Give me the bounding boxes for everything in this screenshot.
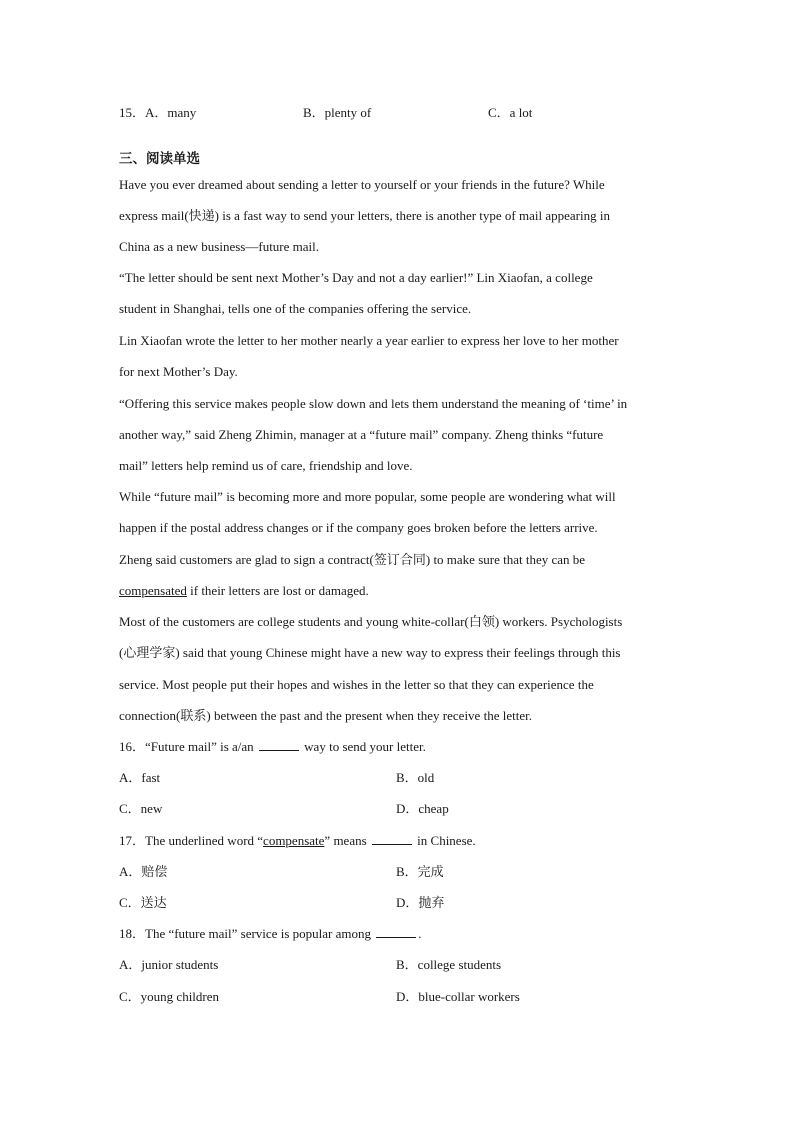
q18-option-b: B．college students — [396, 957, 502, 972]
passage-line-rest: if their letters are lost or damaged. — [186, 583, 369, 598]
q17-option-c: C．送达 — [119, 895, 167, 910]
q16-option-a: A．fast — [119, 770, 161, 785]
answer-blank — [259, 739, 299, 751]
answer-blank — [372, 833, 412, 845]
section-title: 三、阅读单选 — [119, 151, 200, 167]
q17-option-a: A．赔偿 — [119, 864, 168, 879]
passage-line: student in Shanghai, tells one of the companies offering the service. — [119, 301, 472, 316]
q15-option-c: C．a lot — [488, 105, 533, 120]
q18-option-c: C．young children — [119, 989, 220, 1004]
question-17-stem: 17．The underlined word “compensate” means in Chinese. — [119, 833, 476, 848]
q15-option-a: 15．A．many — [119, 105, 197, 120]
passage-line: “The letter should be sent next Mother’s Day and not a day earlier!” Lin Xiaofan, a college — [119, 270, 593, 285]
answer-blank — [376, 926, 416, 938]
q16-option-b: B．old — [396, 770, 435, 785]
passage-line: Have you ever dreamed about sending a letter to yourself or your friends in the future? While — [119, 177, 605, 192]
q15-option-b: B．plenty of — [303, 105, 372, 120]
passage-line: another way,” said Zheng Zhimin, manager at a “future mail” company. Zheng thinks “future — [119, 427, 604, 442]
passage-line: for next Mother’s Day. — [119, 364, 238, 379]
passage-line: service. Most people put their hopes and wishes in the letter so that they can experience the — [119, 677, 594, 692]
question-18-stem: 18．The “future mail” service is popular among . — [119, 926, 422, 941]
passage-line: China as a new business—future mail. — [119, 239, 320, 254]
passage-line — [119, 583, 369, 599]
passage-line: happen if the postal address changes or if the company goes broken before the letters arrive. — [119, 520, 598, 535]
q17-option-b: B．完成 — [396, 864, 444, 879]
q18-option-a: A．junior students — [119, 957, 219, 972]
q16-option-c: C．new — [119, 801, 163, 816]
q17-option-d: D．抛弃 — [396, 895, 445, 910]
passage-line: Lin Xiaofan wrote the letter to her mother nearly a year earlier to express her love to her mother — [119, 333, 619, 348]
passage-line: While “future mail” is becoming more and more popular, some people are wondering what will — [119, 489, 616, 504]
passage-line: (心理学家) said that young Chinese might have a new way to express their feelings through this — [119, 645, 621, 660]
passage-line: “Offering this service makes people slow down and lets them understand the meaning of ‘time’ in — [119, 396, 628, 411]
passage-line: express mail(快递) is a fast way to send your letters, there is another type of mail appearing in — [119, 208, 610, 223]
passage-line: connection(联系) between the past and the present when they receive the letter. — [119, 708, 532, 723]
underlined-word: compensate — [263, 833, 325, 848]
passage-line: mail” letters help remind us of care, friendship and love. — [119, 458, 413, 473]
passage-line: Zheng said customers are glad to sign a contract(签订合同) to make sure that they can be — [119, 552, 586, 567]
q16-option-d: D．cheap — [396, 801, 449, 816]
q18-option-d: D．blue-collar workers — [396, 989, 520, 1004]
question-16-stem: 16．“Future mail” is a/an way to send your letter. — [119, 739, 426, 754]
passage-line: Most of the customers are college students and young white-collar(白领) workers. Psychologists — [119, 614, 623, 629]
underlined-word: compensated — [119, 583, 187, 598]
